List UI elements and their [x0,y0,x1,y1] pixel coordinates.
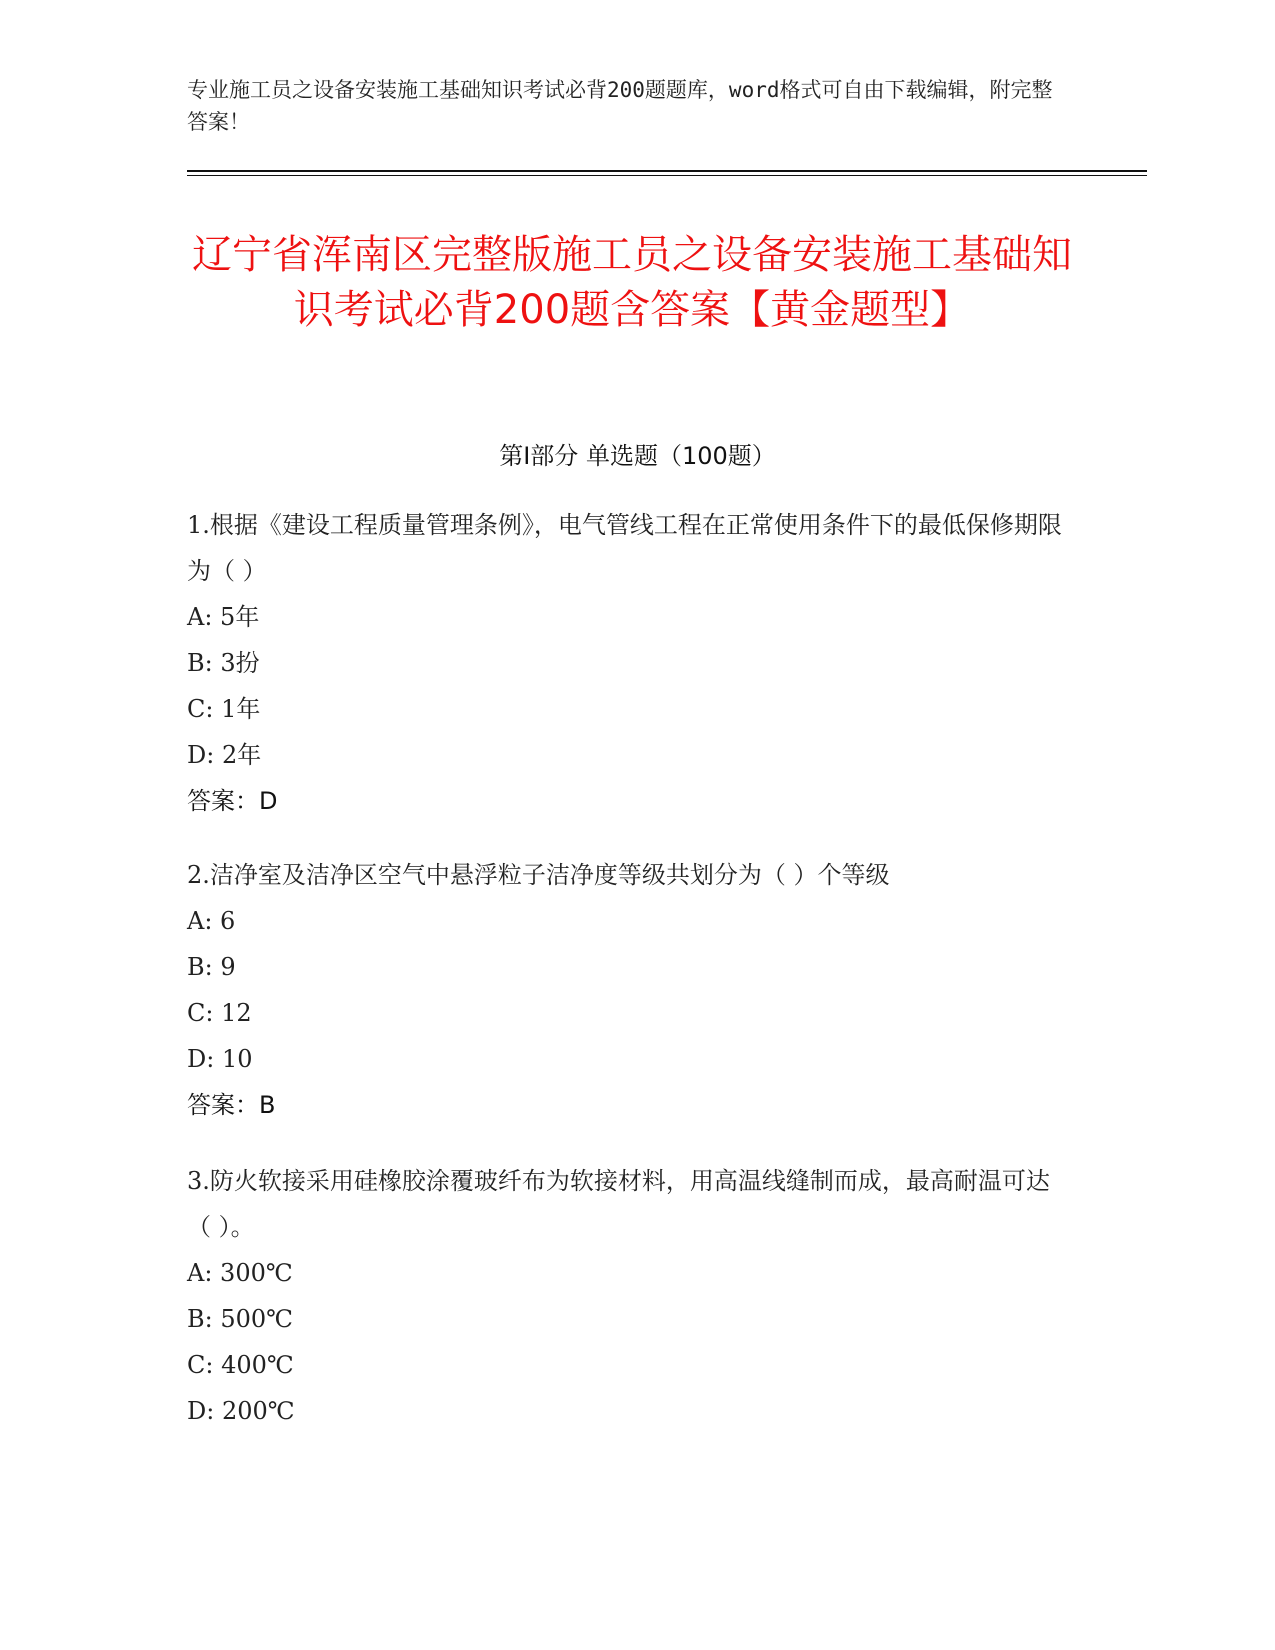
document-title: 辽宁省浑南区完整版施工员之设备安装施工基础知识考试必背200题含答案【黄金题型】 [192,232,1072,333]
option-a: A: 5年 [187,603,260,631]
option-b: B: 500℃ [187,1305,294,1333]
question-1 [187,502,1067,824]
section-heading: 第I部分 单选题（100题） [499,442,776,470]
answer: 答案：D [187,787,278,815]
option-b: B: 9 [187,953,236,981]
header-divider-top [187,170,1147,172]
question-2 [187,852,1067,1128]
option-d: D: 200℃ [187,1397,295,1425]
header-divider-bottom [187,175,1147,176]
option-c: C: 12 [187,999,252,1027]
option-d: D: 10 [187,1045,253,1073]
option-d: D: 2年 [187,741,262,769]
option-c: C: 1年 [187,695,261,723]
option-c: C: 400℃ [187,1351,294,1379]
question-stem: 1.根据《建设工程质量管理条例》，电气管线工程在正常使用条件下的最低保修期限为（ ） [187,511,1062,585]
option-b: B: 3扮 [187,649,260,677]
option-a: A: 6 [187,907,236,935]
question-3 [187,1158,1067,1434]
answer: 答案：B [187,1091,276,1119]
question-stem: 2.洁净室及洁净区空气中悬浮粒子洁净度等级共划分为（ ）个等级 [187,861,890,889]
option-a: A: 300℃ [187,1259,293,1287]
header-note: 专业施工员之设备安装施工基础知识考试必背200题题库，word格式可自由下载编辑，附完整答案！ [187,78,1053,134]
question-stem: 3.防火软接采用硅橡胶涂覆玻纤布为软接材料，用高温线缝制而成，最高耐温可达（ ）。 [187,1167,1050,1241]
